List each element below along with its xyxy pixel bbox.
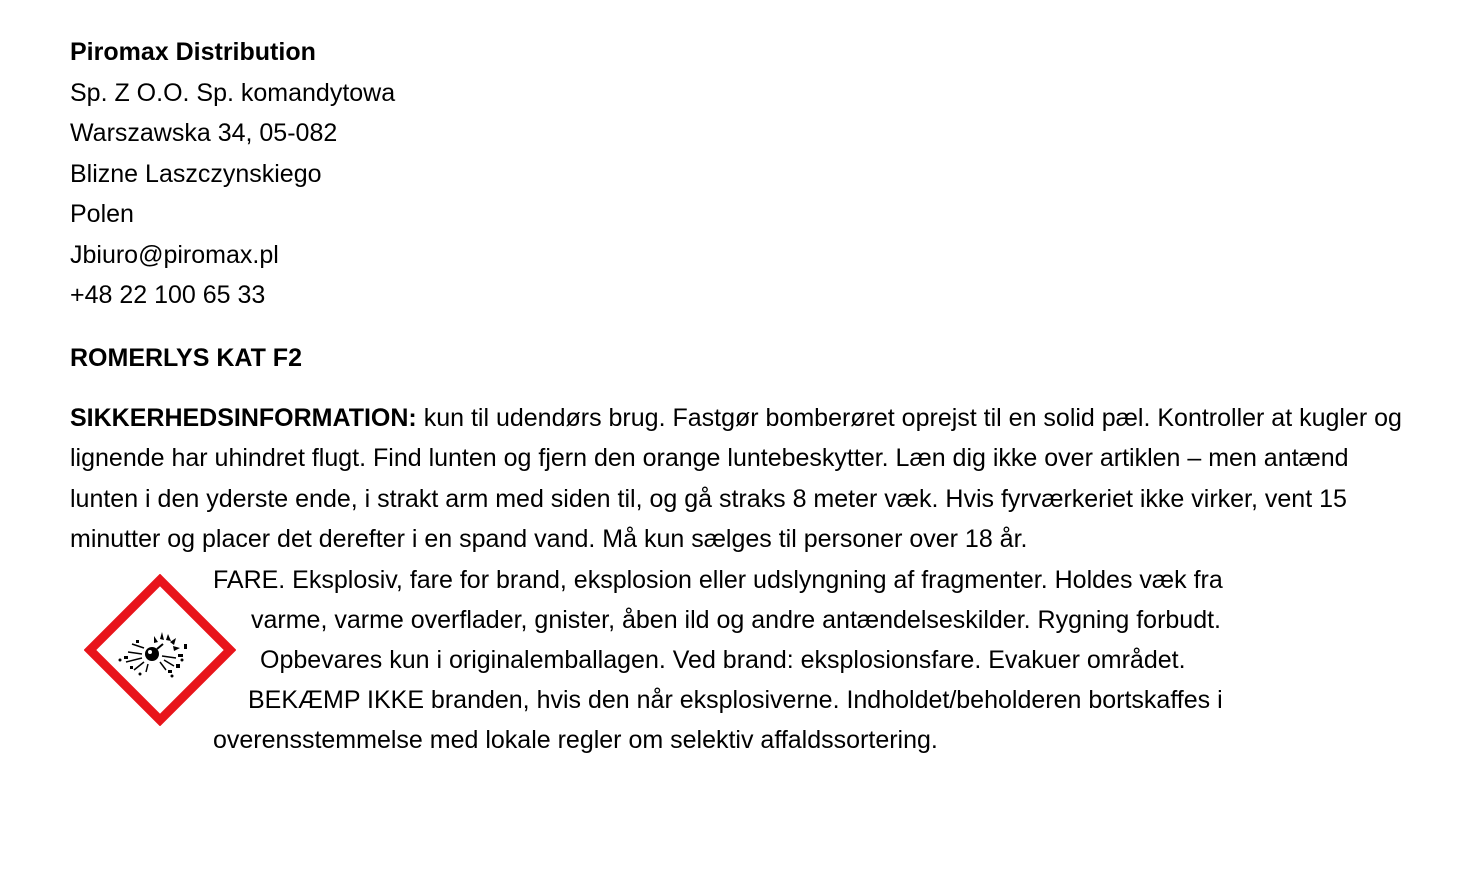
- safety-label: SIKKERHEDSINFORMATION:: [70, 403, 417, 432]
- sender-phone: +48 22 100 65 33: [70, 281, 266, 309]
- sender-country: Polen: [70, 200, 134, 228]
- hazard-line: BEKÆMP IKKE branden, hvis den når eksplosiverne. Indholdet/beholderen bortskaffes i: [248, 685, 1223, 714]
- hazard-block: [70, 560, 1430, 760]
- ghs-diamond-border: [90, 580, 230, 720]
- hazard-line: Opbevares kun i originalemballagen. Ved brand: eksplosionsfare. Evakuer området.: [260, 645, 1186, 674]
- sender-city: Blizne Laszczynskiego: [70, 159, 322, 188]
- sender-name: Piromax Distribution: [70, 38, 316, 66]
- hazard-line: FARE. Eksplosiv, fare for brand, eksplosion eller udslyngning af fragmenter. Holdes væk fra: [213, 565, 1223, 594]
- hazard-line: varme, varme overflader, gnister, åben ild og andre antændelseskilder. Rygning forbudt.: [251, 605, 1221, 634]
- hazard-line: overensstemmelse med lokale regler om selektiv affaldssortering.: [213, 725, 938, 754]
- sender-address-block: [70, 32, 1430, 316]
- sender-company-form: Sp. Z O.O. Sp. komandytowa: [70, 78, 396, 107]
- sender-email: Jbiuro@piromax.pl: [70, 240, 279, 269]
- safety-information: [70, 398, 1420, 560]
- product-title: ROMERLYS KAT F2: [70, 343, 302, 372]
- sender-street: Warszawska 34, 05-082: [70, 119, 338, 147]
- safety-text: kun til udendørs brug. Fastgør bomberøret oprejst til en solid pæl. Kontroller at kugler og lignende har uhindret flugt. Find lunten og fjern den orange luntebeskytter. Læn dig ikke over artiklen – men antænd lunten i den yderste ende, i strakt arm med siden til, og gå straks 8 meter væk. Hvis fyrværkeriet ikke virker, vent 15 minutter og placer det derefter i en spand vand. Må kun sælges til personer over 18 år.: [70, 403, 1402, 553]
- document-page: [70, 32, 1430, 760]
